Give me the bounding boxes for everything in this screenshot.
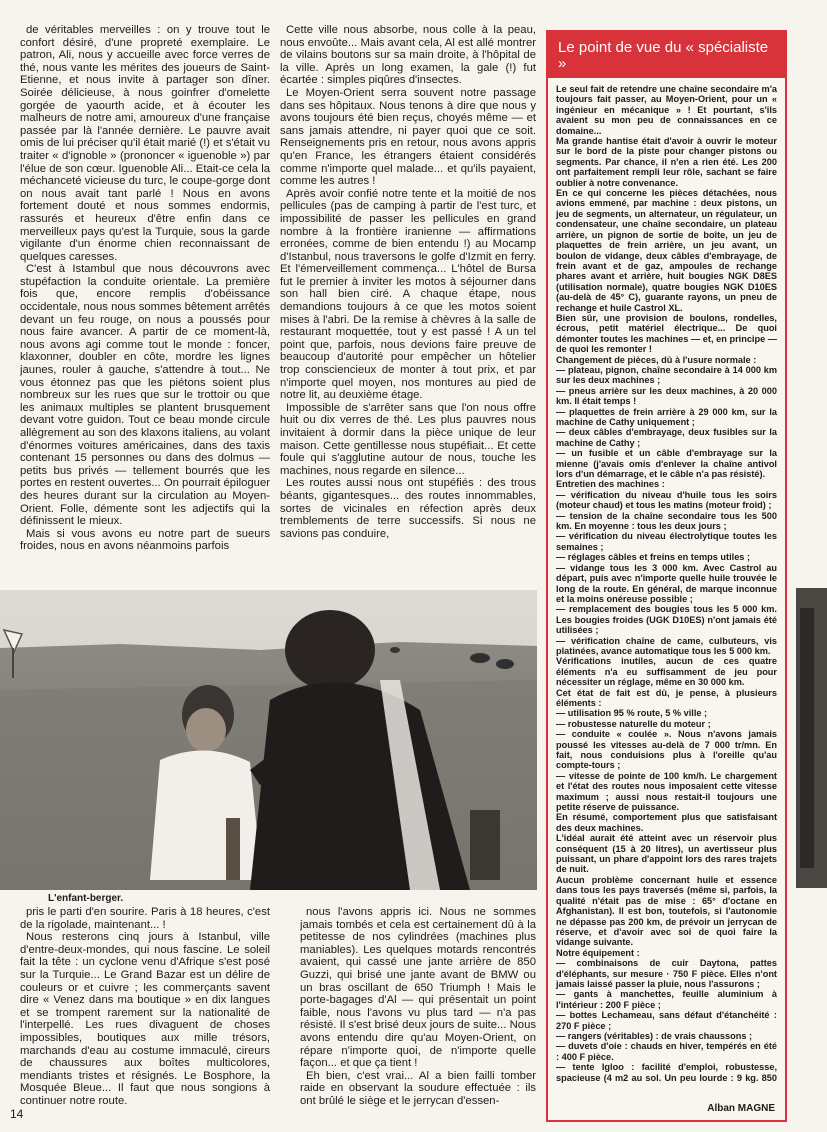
sidebar-paragraph: Notre équipement : bbox=[556, 947, 640, 958]
sidebar-paragraph: — rangers (véritables) : de vrais chaussons ; bbox=[556, 1030, 753, 1041]
paragraph: Nous resterons cinq jours à Istanbul, ville d'entre-deux-mondes, qui nous fascine. Le soleil fait la tête : un cyclone venu d'Afrique s'est posé sur la Turquie... Le Grand Bazar est un délire de couleurs or et cuivre ; les commerçants savent dire « Venez dans ma boutique » en dix langues et se trompent rarement sur la nationalité de l'interpellé. Les rues divaguent de choses impossibles, boutiques aux mille trésors, marchands d'eau au costume immaculé, cireurs de chaussures aux boîtes multicolores, mendiants tristes et résignés. Le Bosphore, la Mosquée Bleue... Il faut que nous songions à continuer notre route. bbox=[20, 931, 270, 1107]
paragraph: pris le parti d'en sourire. Paris à 18 heures, c'est de la rigolade, maintenant... ! bbox=[20, 906, 270, 931]
sidebar-paragraph: — conduite « coulée ». Nous n'avons jamais poussé les vitesses au-delà de 7 000 tr/mn. En fait, nous conduisions plus à l'oreille qu'au compte-tours ; bbox=[556, 729, 777, 771]
sidebar-paragraph: — bottes Lechameau, sans défaut d'étanchéité : 270 F pièce ; bbox=[556, 1010, 777, 1031]
paragraph: nous l'avons appris ici. Nous ne sommes jamais tombés et cela est certainement dû à la petitesse de nos cylindrées (machines plus maniables). Les quelques motards rencontrés avaient, qui cassé une jante arrière de 850 Guzzi, qui brisé une jante avant de BMW ou un bras oscillant de 650 Triumph ! Mais le porte-bagages d'Al — qui présentait un point faible, nous l'avons vu plus tard — n'a pas résisté. Il s'est brisé deux jours de suite... Nous avons entendu dire qu'au Moyen-Orient, on répare n'importe quoi, de n'importe quelle façon... et que ça tient ! bbox=[300, 906, 536, 1070]
photo-enfant-berger bbox=[0, 590, 537, 890]
sidebar-paragraph: — duvets d'oie : chauds en hiver, tempérés en été : 400 F pièce. bbox=[556, 1041, 777, 1062]
paragraph: Le Moyen-Orient serra souvent notre passage dans ses hôpitaux. Nous tenons à dire que nous y avons toujours été bien reçus, choyés même — et sans jamais attendre, ni payer quoi que ce soit. Renseignements pris en retour, nous avons appris qu'en France, les étrangers étaient considérés comme n'importe quel malade... et qu'ils payaient, comme les autres ! bbox=[280, 86, 536, 188]
sidebar-paragraph: Aucun problème concernant huile et essence dans tous les pays traversés (même si, parfois, la qualité n'était pas de mise : 65° d'octane en Afghanistan). Il est bon, toutefois, si l'autonomie ne dépasse pas 200 km, de prévoir un jerrycan de réserve, et d'avoir avec soi de quoi faire la vidange suivante. bbox=[556, 874, 777, 948]
sidebar-paragraph: L'idéal aurait été atteint avec un réservoir plus conséquent (15 à 20 litres), un avertisseur plus puissant, un phare d'appoint lors des rares trajets de nuit. bbox=[556, 833, 777, 875]
sidebar-paragraph: — un fusible et un câble d'embrayage sur la mienne (j'avais omis d'enlever la chaîne antivol lors d'un démarrage, et le câble n'a pas résisté). bbox=[556, 448, 777, 480]
article-column-3 bbox=[20, 906, 270, 1121]
sidebar-paragraph: Changement de pièces, dû à l'usure normale : bbox=[556, 354, 757, 365]
author-signature: Alban MAGNE bbox=[707, 1103, 775, 1114]
sidebar-title: Le point de vue du « spécialiste » bbox=[548, 32, 785, 78]
sidebar-paragraph: — vitesse de pointe de 100 km/h. Le chargement et l'état des routes nous imposaient cette vitesse maximum ; aussi nous restait-il toujours une petite réserve de puissance. bbox=[556, 770, 777, 813]
sidebar-paragraph: — utilisation 95 % route, 5 % ville ; bbox=[556, 708, 708, 719]
sidebar-paragraph: En résumé, comportement plus que satisfaisant des deux machines. bbox=[556, 812, 777, 833]
sidebar-paragraph: Entretien des machines : bbox=[556, 479, 665, 490]
sidebar-paragraph: — vérification du niveau électrolytique toutes les semaines ; bbox=[556, 531, 777, 552]
photo-caption: L'enfant-berger. bbox=[48, 893, 124, 904]
paragraph: Après avoir confié notre tente et la moitié de nos pellicules (pas de camping à partir de l'est turc, et impossibilité de passer les pellicules en grand nombre à la frontière iranienne — affirmations erronées, comme de bien entendu !) au Mocamp d'Istanbul, nous traversons le golfe d'Izmit en ferry. Et l'émerveillement commença... L'hôtel de Bursa fut le premier à inviter les motos à séjourner dans son hall bien ciré. A chaque étape, nous demandions toujours à ce que les motos soient mises à l'abri. De la remise à chèvres à la salle de restaurant moquettée, tout y est passé ! A un tel point que, parfois, nous devions faire preuve de beaucoup d'autorité pour empêcher un hôtelier trop consciencieux de monter à tout prix, et par n'importe quel moyen, nos montures au pied de notre lit, au deuxième étage. bbox=[280, 187, 536, 402]
paragraph: C'est à Istambul que nous découvrons avec stupéfaction la conduite orientale. La première fois que, encore remplis d'obéissance occidentale, nous nous sommes bêtement arrêtés devant un feu rouge, on nous a poussés pour nous faire avancer. A partir de ce moment-là, nous avons agi comme tout le monde : foncer, klaxonner, doubler en côte, mordre les lignes jaunes, rouler à gauche, s'attendre à tout... Ne vous étonnez pas que les piétons soient plus nombreux sur les rues que sur le trottoir ou que les animaux multiples se plantent brusquement devant votre guidon. Tout ce beau monde circule allègrement au son des klaxons italiens, au volant d'énormes voitures américaines, dans des taxis contenant 15 personnes ou dans des dolmus — petits bus privés — tellement bourrés que les portes en restent ouvertes... On pourrait épiloguer des heures durant sur la circulation au Moyen-Orient. Folle, démente sont les adjectifs qui la définissent le mieux. bbox=[20, 263, 270, 528]
sidebar-paragraph: Cet état de fait est dû, je pense, à plusieurs éléments : bbox=[556, 687, 777, 708]
sidebar-paragraph: — gants à manchettes, feuille aluminium à l'intérieur : 200 F pièce ; bbox=[556, 989, 777, 1010]
sidebar-paragraph: Ma grande hantise était d'avoir à ouvrir le moteur sur le bord de la piste pour changer pistons ou segments. Par chance, il n'en a rien été. Les 200 ont parfaitement rempli leur rôle, sachant se faire oublier à notre convenance. bbox=[556, 136, 777, 188]
photo-edge-strip bbox=[796, 588, 827, 888]
sidebar-paragraph: — vidange tous les 3 000 km. Avec Castrol au départ, puis avec n'importe quelle huile trouvée le long de la route. En général, de marque inconnue et la moins onéreuse possible ; bbox=[556, 562, 777, 604]
sidebar-body bbox=[548, 78, 785, 1084]
sidebar-paragraph: — deux câbles d'embrayage, deux fusibles sur la machine de Cathy ; bbox=[556, 427, 777, 448]
paragraph: Cette ville nous absorbe, nous colle à la peau, nous envoûte... Mais avant cela, Al est allé montrer de vilains boutons sur sa main droite, à l'hôpital de la ville. Après un long examen, la gale (!) fut écartée : simples piqûres d'insectes. bbox=[280, 24, 536, 87]
paragraph: de véritables merveilles : on y trouve tout le confort désiré, d'une propreté exemplaire. Le patron, Ali, nous y accueille avec force verres de thé, nous vante les mérites des joueurs de Saint-Etienne, et nous invite à partager son dîner. Soirée délicieuse, à nous goinfrer d'omelette gorgée de yaourth acide, et à écouter les malheurs de notre ami, amoureux d'une française passée par là l'année dernière. Le pauvre avait omis de lui préciser qu'il était marié (!) et s'était vu traiter « d'ignoble » (prononcer « iguenoble ») par l'élue de son cœur. Iguenoble Ali... Etait-ce cela la méchanceté vicieuse du turc, le coupe-gorge dont on nous avait tant parlé ! Nous en avons fortement douté et nous sommes endormis, rassurés et heureux d'être enfin dans ce merveilleux pays qu'est la Turquie, sous la garde vigilante d'un énorme chien reconnaissant de quelques caresses. bbox=[20, 24, 270, 263]
paragraph: Mais si vous avons eu notre part de sueurs froides, nous en avons néanmoins parfois bbox=[20, 527, 270, 553]
paragraph: Eh bien, c'est vrai... Al a bien failli tomber raide en observant la soudure effectuée : ils ont brûlé le siège et le jerrycan d'essen- bbox=[300, 1069, 536, 1107]
page-number: 14 bbox=[10, 1107, 24, 1121]
paragraph: Impossible de s'arrêter sans que l'on nous offre huit ou dix verres de thé. Les plus pauvres nous invitaient à dormir dans la pièce unique de leur maison. Cette gentillesse nous stupéfiait... Et cette foule qui s'agglutine autour de nous, touche les machines, nous regarde en silence... bbox=[280, 401, 536, 477]
sidebar-paragraph: Vérifications inutiles, aucun de ces quatre éléments n'a eu suffisamment de jeu pour nécessiter un réglage, même en 30 000 km. bbox=[556, 656, 777, 688]
sidebar-paragraph: — tente Igloo : facilité d'emploi, robustesse, spacieuse (4 m2 au sol. Un peu lourde : 9 kg. 850 bbox=[556, 1062, 777, 1083]
article-column-4 bbox=[300, 906, 536, 1121]
sidebar-paragraph: — réglages câbles et freins en temps utiles ; bbox=[556, 552, 751, 563]
sidebar-paragraph: Bien sûr, une provision de boulons, rondelles, écrous, petit matériel électrique... De quoi démonter toutes les machines — et, en principe — de quoi les remonter ! bbox=[556, 312, 777, 355]
sidebar-paragraph: — robustesse naturelle du moteur ; bbox=[556, 718, 711, 729]
sidebar-paragraph: En ce qui concerne les pièces détachées, nous avions emmené, par machine : deux pistons, un jeu de segments, un alternateur, un régulateur, un condensateur, une chaîne secondaire, un plateau arrière, un pignon de sortie de boîte, un jeu de plaquettes de frein arrière, un jeu avant, un boulon de vidange, deux câbles d'embrayage, de frein avant et de gaz, ampoules de rechange phares avant et arrière, huit bougies NGK D8ES (utilisation normale), quatre bougies NGK D10ES (au-delà de 45° C), guarante rayons, un pneu de rechange et huile Castrol XL. bbox=[556, 188, 777, 313]
specialist-sidebar bbox=[546, 30, 787, 1122]
sidebar-paragraph: — plaquettes de frein arrière à 29 000 km, sur la machine de Cathy uniquement ; bbox=[556, 406, 777, 427]
sidebar-paragraph: Le seul fait de retendre une chaîne secondaire m'a toujours fait passer, au Moyen-Orient, pour un « ingénieur en mécanique » ! Et pourtant, s'ils avaient su mon peu de connaissances en ce domaine... bbox=[556, 84, 777, 136]
sidebar-paragraph: — pneus arrière sur les deux machines, à 20 000 km. Il était temps ! bbox=[556, 385, 777, 407]
photo-image bbox=[0, 590, 537, 890]
sidebar-paragraph: — plateau, pignon, chaîne secondaire à 14 000 km sur les deux machines ; bbox=[556, 364, 777, 386]
article-column-2 bbox=[280, 24, 536, 584]
sidebar-paragraph: — combinaisons de cuir Daytona, pattes d'éléphants, sur mesure · 750 F pièce. Elles n'ont jamais laissé passer la pluie, nous l'assurons ; bbox=[556, 958, 777, 989]
paragraph: Les routes aussi nous ont stupéfiés : des trous béants, gigantesques... des routes innommables, sortes de vicinales en réfection après deux tremblements de terre successifs. Si nous ne savions pas conduire, bbox=[280, 477, 536, 540]
sidebar-paragraph: — vérification chaîne de came, culbuteurs, vis platinées, avance automatique tous les 5 000 km. bbox=[556, 635, 777, 656]
sidebar-paragraph: — remplacement des bougies tous les 5 000 km. Les bougies froides (UGK D10ES) n'ont jamais été utilisées ; bbox=[556, 604, 777, 636]
sidebar-paragraph: — vérification du niveau d'huile tous les soirs (moteur chaud) et tous les matins (moteur froid) ; bbox=[556, 489, 777, 511]
sidebar-paragraph: — tension de la chaîne secondaire tous les 500 km. En moyenne : tous les deux jours ; bbox=[556, 510, 777, 532]
article-column-1 bbox=[20, 24, 270, 584]
